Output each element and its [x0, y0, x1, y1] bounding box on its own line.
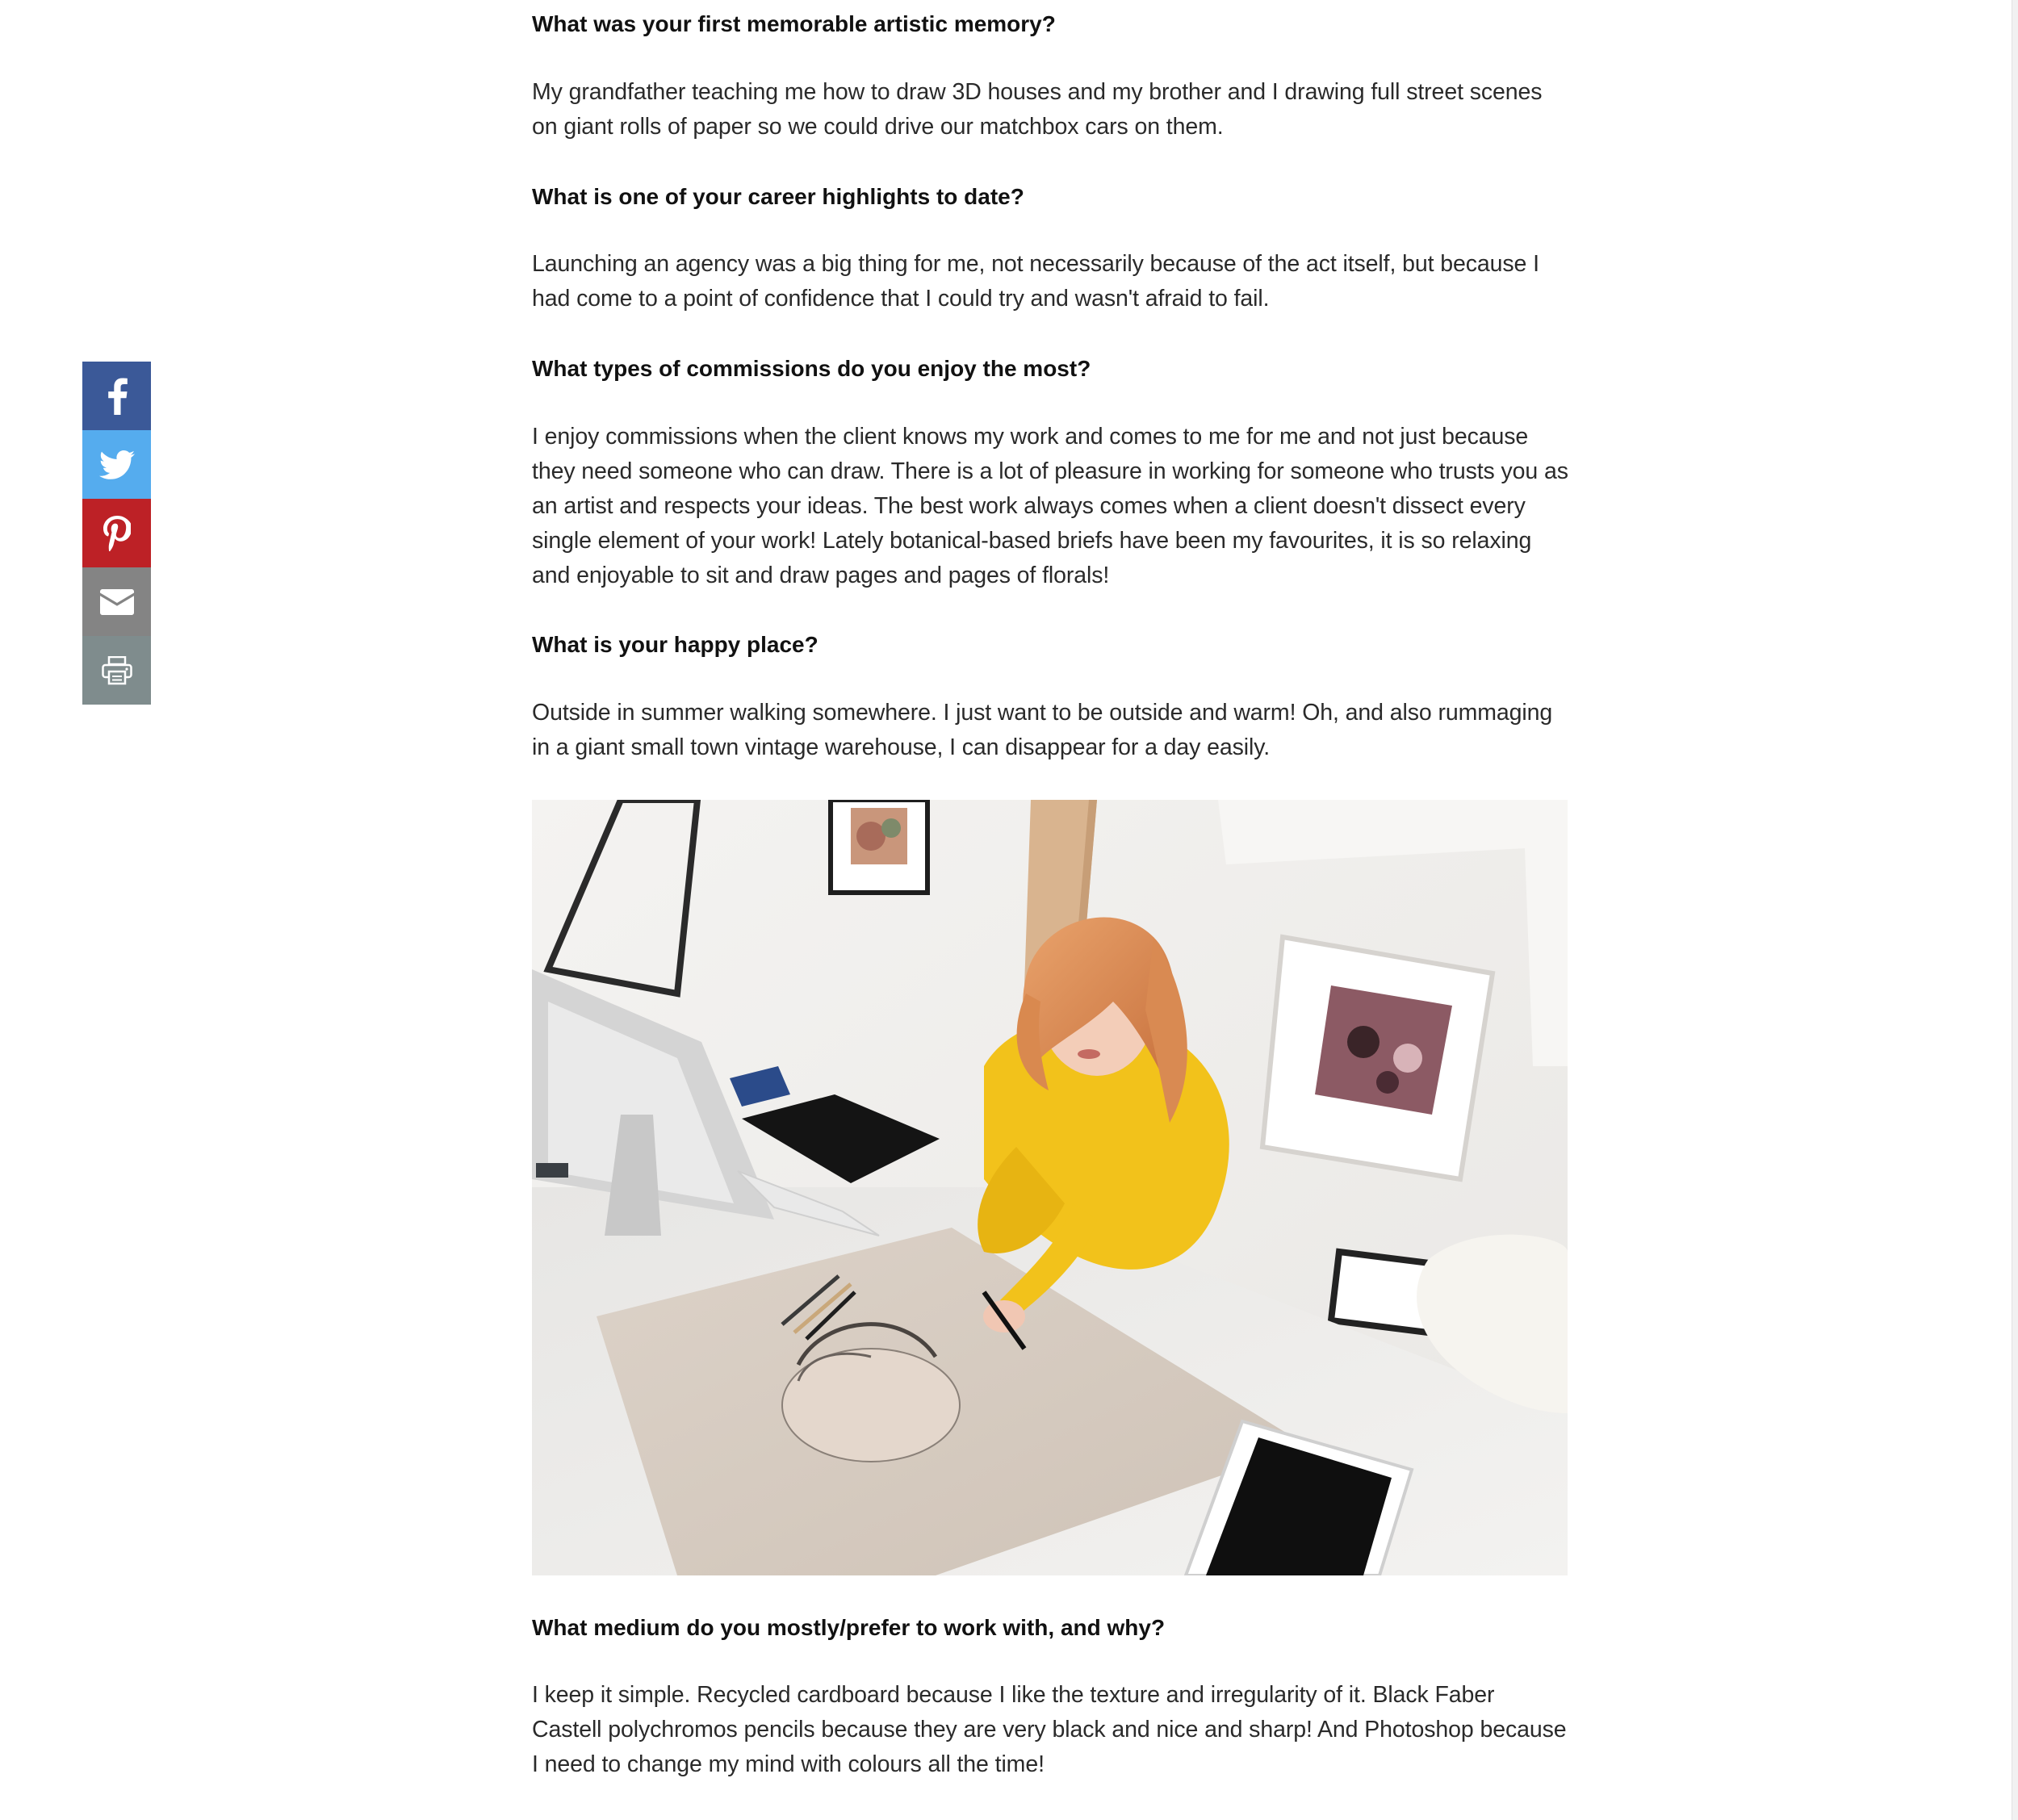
page-scrollbar-edge [2012, 0, 2018, 1820]
answer-paragraph: Outside in summer walking somewhere. I just want to be outside and warm! Oh, and also rummaging in a giant small town vintage warehouse, I can disappear for a day easily. [532, 700, 1553, 760]
twitter-icon [99, 450, 135, 479]
answer-paragraph: I keep it simple. Recycled cardboard because I like the texture and irregularity of it. Black Faber Castell polychromos pencils because they are very black and nice and sharp! And Photoshop because I need to change my mind with colours all the time! [532, 1682, 1567, 1777]
studio-illustration [532, 800, 1568, 1575]
email-share-button[interactable] [82, 567, 151, 636]
print-icon [102, 656, 132, 685]
facebook-share-button[interactable] [82, 362, 151, 430]
facebook-icon [105, 378, 129, 415]
question-heading: What was your first memorable artistic memory? [532, 11, 1056, 36]
social-share-bar [82, 362, 151, 705]
email-icon [100, 589, 134, 615]
question-heading: What is your happy place? [532, 632, 819, 657]
answer-paragraph: I enjoy commissions when the client knows my work and comes to me for me and not just because they need someone who can draw. There is a lot of pleasure in working for someone who trusts you as an artist and respects your ideas. The best work always comes when a client doesn't dissect every single element of your work! Lately botanical-based briefs have been my favourites, it is so relaxing and enjoyable to sit and draw pages and pages of florals! [532, 424, 1568, 588]
pinterest-share-button[interactable] [82, 499, 151, 567]
print-share-button[interactable] [82, 636, 151, 705]
answer-paragraph: Launching an agency was a big thing for me, not necessarily because of the act itself, but because I had come to a point of confidence that I could try and wasn't afraid to fail. [532, 251, 1539, 312]
answer-paragraph: My grandfather teaching me how to draw 3D houses and my brother and I drawing full street scenes on giant rolls of paper so we could drive our matchbox cars on them. [532, 79, 1543, 140]
question-heading: What types of commissions do you enjoy the most? [532, 356, 1091, 381]
question-heading: What medium do you mostly/prefer to work with, and why? [532, 1615, 1166, 1640]
question-heading: What is one of your career highlights to date? [532, 184, 1024, 209]
artist-studio-photo [532, 800, 1568, 1575]
twitter-share-button[interactable] [82, 430, 151, 499]
pinterest-icon [103, 516, 131, 551]
